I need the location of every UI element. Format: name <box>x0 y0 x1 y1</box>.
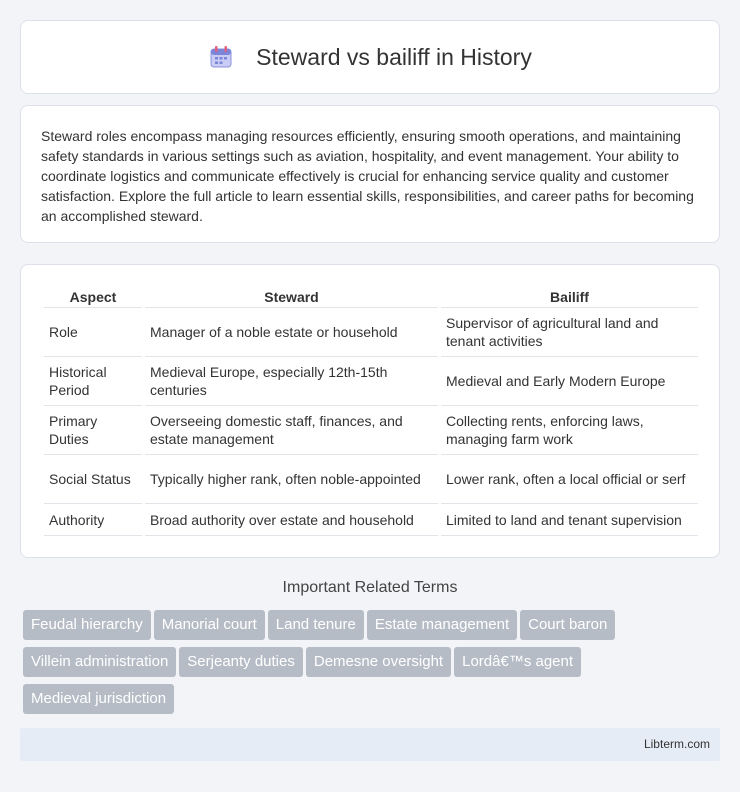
row-bailiff: Collecting rents, enforcing laws, managing farm work <box>441 406 698 455</box>
tag-court-baron[interactable]: Court baron <box>520 610 615 640</box>
tag-medieval-jurisdiction[interactable]: Medieval jurisdiction <box>23 684 174 714</box>
table-row <box>44 308 698 357</box>
header-steward: Steward <box>145 285 438 308</box>
related-tags <box>23 610 723 721</box>
tag-estate-management[interactable]: Estate management <box>367 610 517 640</box>
row-steward: Typically higher rank, often noble-appointed <box>145 455 438 504</box>
tag-land-tenure[interactable]: Land tenure <box>268 610 364 640</box>
title-card <box>20 20 720 94</box>
tag-lords-agent[interactable]: Lordâ€™s agent <box>454 647 581 677</box>
row-steward: Manager of a noble estate or household <box>145 308 438 357</box>
footer-site-link[interactable]: Libterm.com <box>643 737 710 751</box>
row-aspect: Role <box>44 308 142 357</box>
row-aspect: Historical Period <box>44 357 142 406</box>
row-aspect: Authority <box>44 504 142 536</box>
footer <box>20 728 720 761</box>
table-row <box>44 406 698 455</box>
intro-text: Steward roles encompass managing resources efficiently, ensuring smooth operations, and maintaining safety standards in various settings such as aviation, hospitality, and event management. Your ability to coordinate logistics and communicate effectively is crucial for enhancing service quality and customer satisfaction. Explore the full article to learn essential skills, responsibilities, and career paths for becoming an accomplished steward. <box>41 128 694 224</box>
comparison-card <box>20 264 720 558</box>
related-terms-title: Important Related Terms <box>282 579 458 596</box>
calendar-icon <box>208 44 234 70</box>
header-bailiff: Bailiff <box>441 285 698 308</box>
row-bailiff: Medieval and Early Modern Europe <box>441 357 698 406</box>
header-aspect: Aspect <box>44 285 142 308</box>
page-title: Steward vs bailiff in History <box>256 43 532 70</box>
intro-card <box>20 105 720 243</box>
table-row <box>44 357 698 406</box>
comparison-table <box>41 285 701 536</box>
tag-demesne-oversight[interactable]: Demesne oversight <box>306 647 451 677</box>
table-row <box>44 455 698 504</box>
row-aspect: Social Status <box>44 455 142 504</box>
table-row <box>44 504 698 536</box>
row-steward: Overseeing domestic staff, finances, and estate management <box>145 406 438 455</box>
tag-serjeanty-duties[interactable]: Serjeanty duties <box>179 647 303 677</box>
row-steward: Broad authority over estate and household <box>145 504 438 536</box>
row-bailiff: Supervisor of agricultural land and tenant activities <box>441 308 698 357</box>
table-header-row <box>44 285 698 308</box>
row-bailiff: Lower rank, often a local official or serf <box>441 455 698 504</box>
tag-manorial-court[interactable]: Manorial court <box>154 610 265 640</box>
tag-feudal-hierarchy[interactable]: Feudal hierarchy <box>23 610 151 640</box>
tag-villein-administration[interactable]: Villein administration <box>23 647 176 677</box>
row-aspect: Primary Duties <box>44 406 142 455</box>
row-bailiff: Limited to land and tenant supervision <box>441 504 698 536</box>
row-steward: Medieval Europe, especially 12th-15th centuries <box>145 357 438 406</box>
